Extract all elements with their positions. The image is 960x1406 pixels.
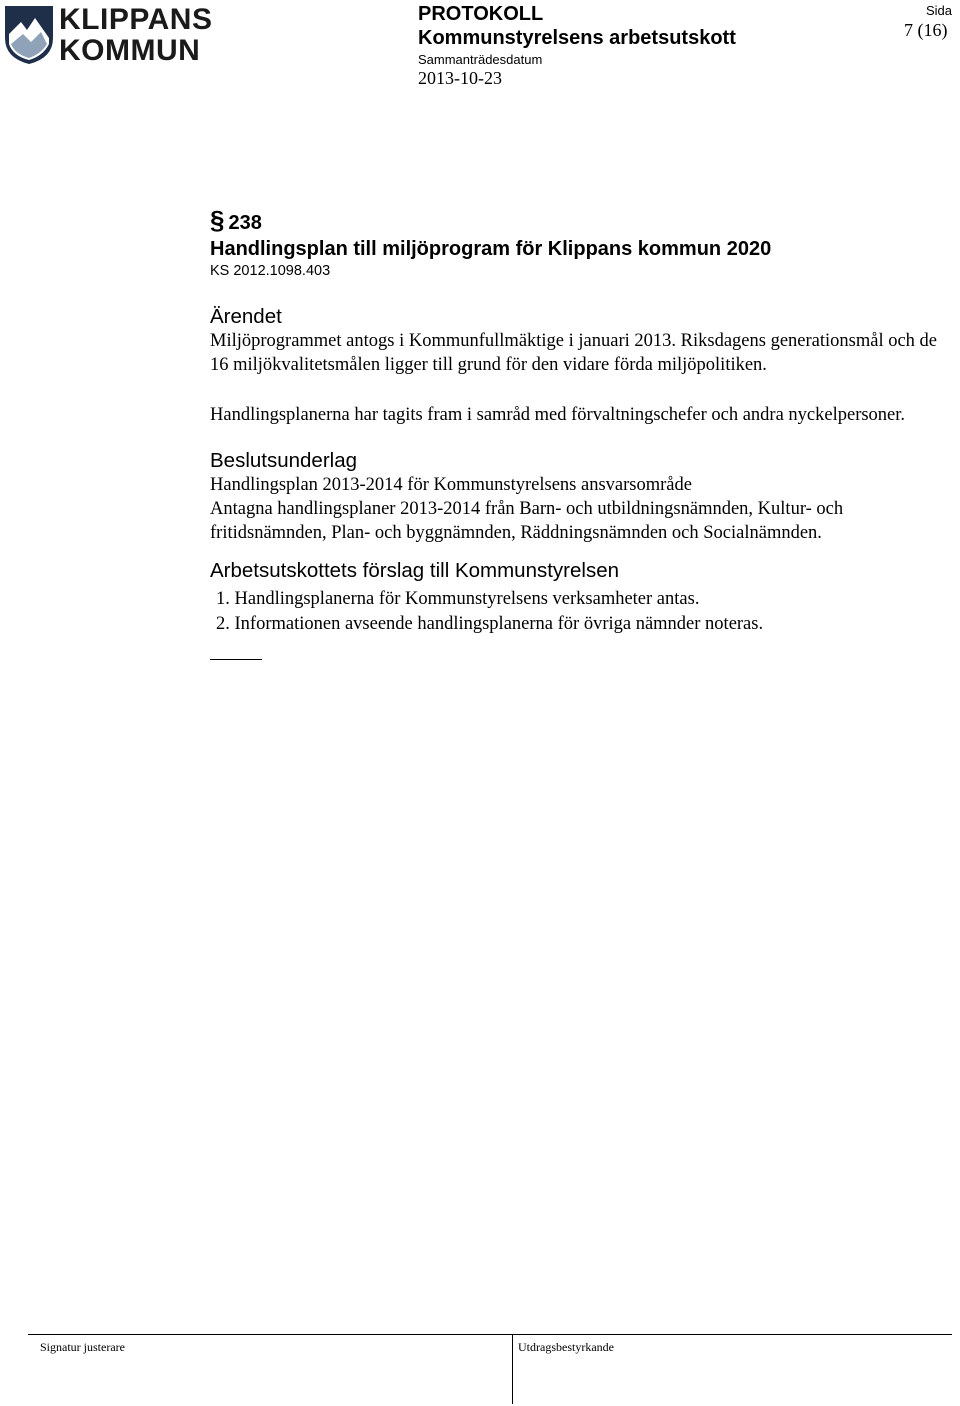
page-number: 7 (16) bbox=[904, 20, 948, 40]
committee-name: Kommunstyrelsens arbetsutskott bbox=[418, 27, 736, 49]
logo-line-1: KLIPPANS bbox=[59, 3, 213, 36]
end-rule bbox=[210, 659, 262, 660]
forslag-item-1: 1. Handlingsplanerna för Kommunstyrelsens verksamheter antas. bbox=[216, 589, 700, 609]
meeting-date-value: 2013-10-23 bbox=[418, 68, 502, 88]
arendet-text-1: Miljöprogrammet antogs i Kommunfullmäktige i januari 2013. Riksdagens generationsmål och de 16 miljökvalitetsmålen ligger till grund för den vidare förda miljöpolitiken. bbox=[210, 331, 938, 375]
arendet-heading: Ärendet bbox=[210, 305, 282, 328]
paragraph-header bbox=[210, 205, 950, 237]
klippans-kommun-logo bbox=[3, 4, 215, 66]
forslag-item-2: 2. Informationen avseende handlingsplanerna för övriga nämnder noteras. bbox=[216, 614, 764, 634]
footer-divider bbox=[512, 1334, 513, 1404]
paragraph-number: 238 bbox=[228, 212, 262, 234]
section-sign: § bbox=[210, 205, 225, 235]
page-label: Sida bbox=[926, 3, 953, 18]
document-body bbox=[210, 205, 950, 660]
beslutsunderlag-item-1: Handlingsplan 2013-2014 för Kommunstyrelsens ansvarsområde bbox=[210, 475, 692, 495]
paragraph-title: Handlingsplan till miljöprogram för Klippans kommun 2020 bbox=[210, 238, 772, 260]
municipal-crest-icon bbox=[3, 4, 55, 66]
document-type: PROTOKOLL bbox=[418, 3, 544, 25]
logo-line-2: KOMMUN bbox=[59, 34, 201, 67]
beslutsunderlag-item-2: Antagna handlingsplaner 2013-2014 från Barn- och utbildningsnämnden, Kultur- och fritidsnämnden, Plan- och byggnämnden, Räddningsnämnden och Socialnämnden. bbox=[210, 499, 844, 543]
signature-label: Signatur justerare bbox=[40, 1340, 125, 1354]
beslutsunderlag-heading: Beslutsunderlag bbox=[210, 449, 358, 472]
meeting-date-label: Sammanträdesdatum bbox=[418, 52, 543, 67]
footer-rule bbox=[28, 1334, 952, 1335]
extract-certification-label: Utdragsbestyrkande bbox=[518, 1340, 614, 1354]
forslag-heading: Arbetsutskottets förslag till Kommunstyrelsen bbox=[210, 559, 620, 582]
logo-wordmark bbox=[59, 4, 212, 66]
case-number: KS 2012.1098.403 bbox=[210, 263, 331, 279]
arendet-text-2: Handlingsplanerna har tagits fram i samråd med förvaltningschefer och andra nyckelpersoner. bbox=[210, 405, 906, 425]
